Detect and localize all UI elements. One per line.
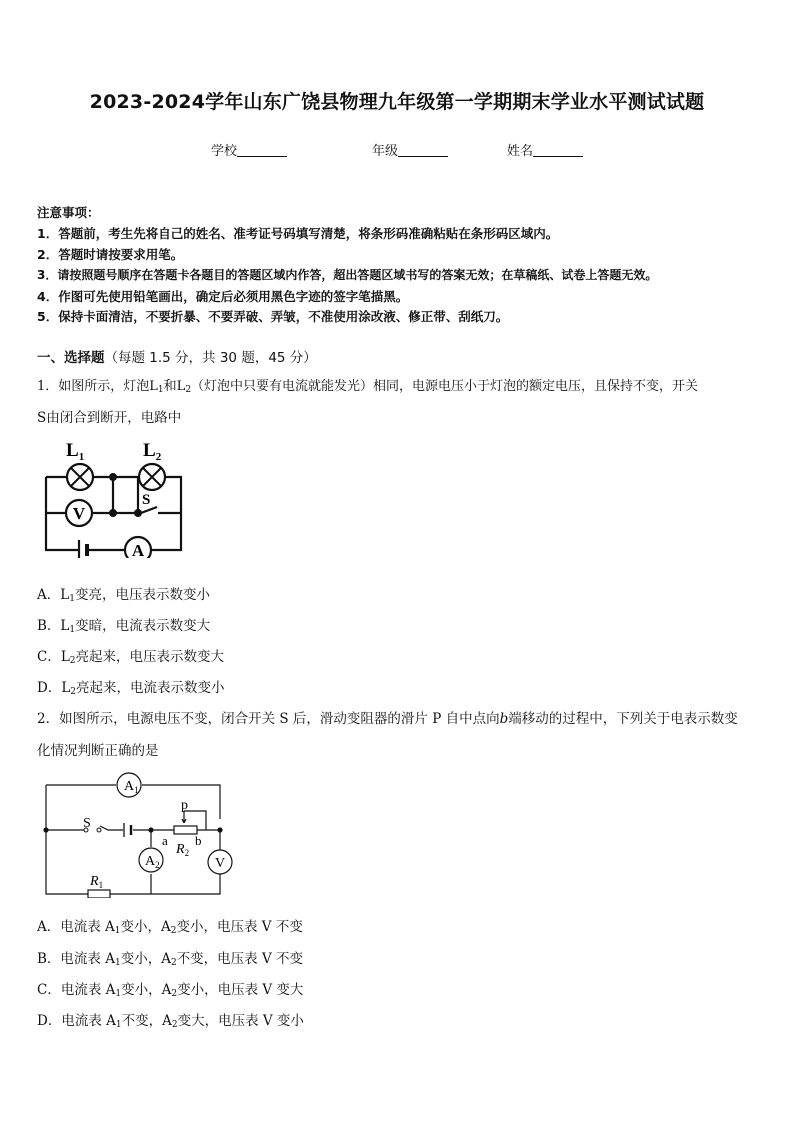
voltmeter-v	[208, 850, 232, 874]
grade-field	[372, 140, 448, 159]
q2-circuit-figure	[38, 768, 238, 898]
q1-circuit-figure	[36, 436, 186, 558]
ammeter-a2	[139, 848, 163, 872]
label-r1: $R_1$	[90, 874, 104, 890]
notice-item: 2．答题时请按要求用笔。	[37, 247, 184, 262]
q2-option-b[interactable]: B．电流表 $A_1$变小，$A_2$不变，电压表 V 不变	[37, 951, 304, 968]
voltmeter	[66, 500, 92, 526]
junction-dot	[217, 827, 222, 832]
svg-text:A2: $A_2$	[145, 854, 160, 870]
label-l2: $L_2$	[143, 440, 162, 463]
label-switch-s: S	[142, 492, 151, 508]
label-l1: $L_1$	[66, 440, 85, 463]
resistor-r1	[88, 890, 110, 898]
q1-option-b[interactable]: B．$L_1$变暗，电流表示数变大	[37, 618, 211, 635]
school-blank	[237, 144, 287, 157]
name-label: 姓名	[507, 144, 534, 159]
label-end-b: b	[195, 833, 202, 848]
switch-contact	[97, 828, 101, 832]
grade-label: 年级	[372, 144, 399, 159]
q1-stem: 1．如图所示，灯泡$L_1$和$L_2$（灯泡中只要有电流就能发光）相同，电源电压小于灯泡的额定电压，且保持不变，开关	[37, 379, 699, 395]
svg-text:A: A	[131, 541, 145, 558]
label-r2: $R_2$	[176, 842, 190, 858]
label-end-a: a	[162, 833, 168, 848]
school-label: 学校	[211, 144, 238, 159]
svg-text:V: V	[72, 504, 86, 523]
switch-pivot-dot	[134, 509, 142, 517]
q2-stem: 2．如图所示，电源电压不变，闭合开关 S 后，滑动变阻器的滑片 P 自中点向b端移动的过程中，下列关于电表示数变	[37, 711, 738, 727]
q1-option-d[interactable]: D．$L_2$亮起来，电流表示数变小	[37, 680, 225, 697]
svg-text:A1: $A_1$	[124, 779, 139, 795]
notice-item: 4．作图可先使用铅笔画出，确定后必须用黑色字迹的签字笔描黑。	[37, 289, 409, 304]
grade-blank	[398, 144, 448, 157]
lamp-l2	[139, 464, 165, 490]
notice-heading: 注意事项：	[37, 205, 100, 220]
junction-dot	[148, 827, 153, 832]
q2-option-d[interactable]: D．电流表 $A_1$不变，$A_2$变大，电压表 V 变小	[37, 1013, 304, 1030]
name-blank	[533, 144, 583, 157]
ammeter-a1	[117, 773, 141, 797]
q1-option-c[interactable]: C．$L_2$亮起来，电压表示数变大	[37, 649, 225, 666]
q1-option-a[interactable]: A．$L_1$变亮，电压表示数变小	[37, 587, 210, 604]
label-slider-p: p	[181, 798, 188, 813]
rheostat-r2	[174, 826, 197, 834]
lamp-l1	[67, 464, 93, 490]
notice-item: 5．保持卡面清洁，不要折暴、不要弄破、弄皱，不准使用涂改液、修正带、刮纸刀。	[37, 309, 509, 324]
name-field	[507, 140, 583, 159]
notice-item: 1．答题前，考生先将自己的姓名、准考证号码填写清楚，将条形码准确粘贴在条形码区域内。	[37, 226, 559, 241]
q2-option-c[interactable]: C．电流表 $A_1$变小，$A_2$变小，电压表 V 变大	[37, 982, 304, 999]
label-switch-s: S	[83, 816, 91, 831]
svg-text:V: V	[214, 856, 226, 871]
school-field	[211, 140, 287, 159]
junction-dot	[109, 509, 117, 517]
q2-stem-line2: 化情况判断正确的是	[37, 743, 159, 759]
ammeter	[125, 537, 151, 558]
junction-dot	[43, 827, 48, 832]
q1-stem-line2: S由闭合到断开，电路中	[37, 410, 182, 426]
notice-item: 3．请按照题号顺序在答题卡各题目的答题区域内作答，超出答题区域书写的答案无效；在草稿纸、试卷上答题无效。	[37, 268, 658, 282]
junction-dot	[109, 473, 117, 481]
page-title: 2023-2024学年山东广饶县物理九年级第一学期期末学业水平测试试题	[89, 91, 705, 113]
section-heading: 一、选择题（每题 1.5 分，共 30 题，45 分）	[37, 350, 317, 366]
q2-option-a[interactable]: A．电流表 $A_1$变小，$A_2$变小，电压表 V 不变	[37, 919, 303, 936]
